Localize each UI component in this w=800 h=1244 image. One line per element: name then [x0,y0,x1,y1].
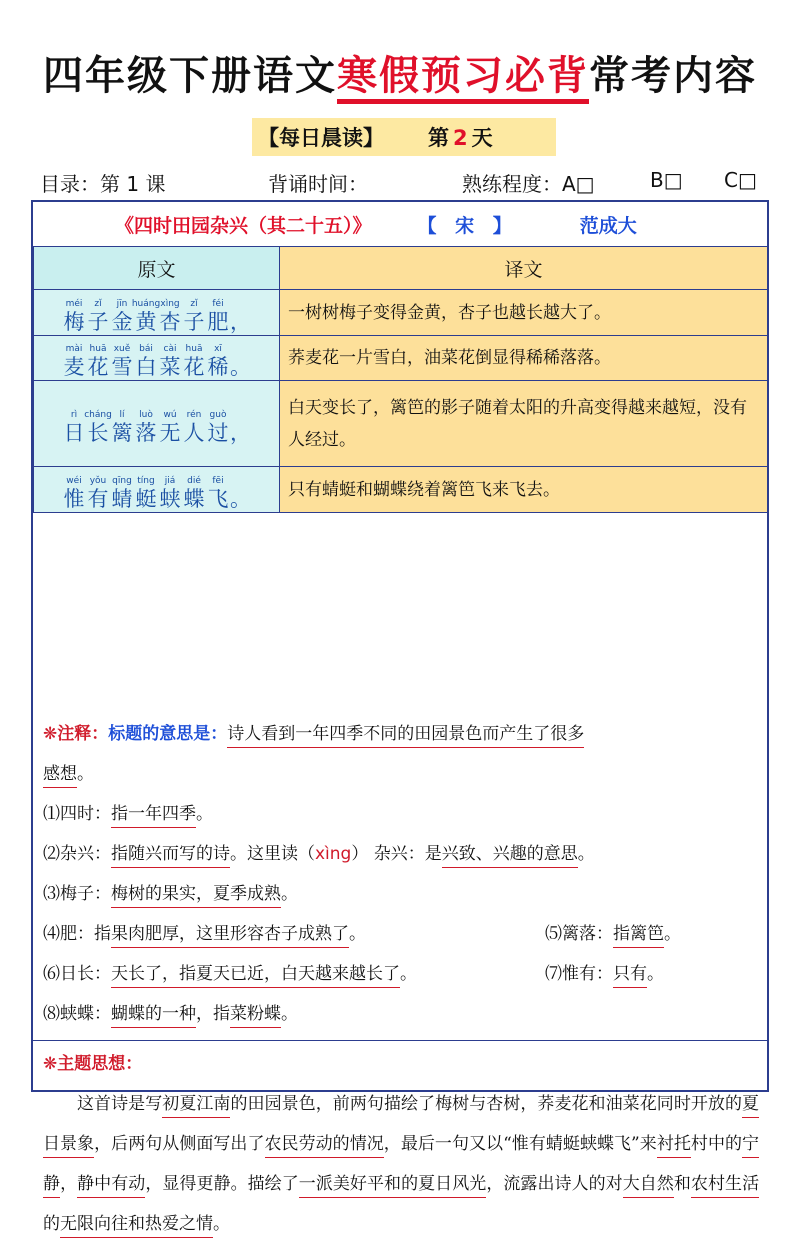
pinyin: méi [65,298,83,309]
pinyin: zǐ [94,298,102,309]
poem-char [206,476,230,512]
proficiency-c: C□ [724,168,757,192]
poem-char [110,344,134,380]
note-term: ⑶梅子： [43,884,111,904]
title-suffix: 常考内容 [589,53,757,99]
note-def: 果肉肥厚，这里形容杏子成熟了 [111,924,349,948]
meta-row [40,168,770,196]
punct: 。 [664,924,681,944]
punct: 。 [647,964,664,984]
theme-keyword: 宁静 [43,1134,759,1198]
poem-char [131,298,161,335]
note-title-row [33,714,767,754]
hanzi: 杏 [159,309,181,334]
pinyin: féi [212,298,224,309]
hanzi: 雪 [111,355,133,379]
day-suffix: 天 [471,126,493,150]
pinyin: cài [163,344,177,354]
pinyin: wéi [66,475,82,486]
hanzi: 花 [183,355,205,379]
pinyin: huā [185,344,203,354]
hanzi: 有 [87,486,109,511]
poem-table [33,246,768,513]
pinyin: huáng [131,298,161,309]
note-def: 指一年四季 [111,804,196,828]
poem-char [158,476,182,512]
proficiency-b: B□ [650,168,683,192]
pinyin: huā [89,344,107,354]
theme-paragraph [43,1084,759,1244]
poem-char [182,410,206,446]
morning-reading-banner [252,118,556,156]
note-term: ⑸篱落： [545,924,613,944]
hanzi: 人 [183,420,205,445]
note-def: 蝴蝶的一种 [111,1004,196,1028]
note-term: ⑹日长： [43,964,111,984]
hanzi: 惟 [63,486,85,511]
theme-text: ，显得更静。描绘了 [145,1174,299,1194]
poem-char [86,476,110,512]
ruby-line [62,476,251,512]
pinyin: wú [163,409,177,420]
poem-header [33,202,767,246]
note-item [33,874,767,914]
note-text: ，指 [196,1004,230,1024]
pinyin: fēi [212,475,224,486]
theme-text: 。 [213,1214,230,1234]
poem-char [206,344,230,380]
poem-dynasty: 【 宋 】 [417,214,518,237]
theme-text: 村中的 [690,1134,743,1154]
hanzi: 篱 [111,420,133,445]
hanzi: 黄 [135,309,157,334]
punct: 。 [281,884,298,904]
hanzi: 过 [207,420,229,445]
punct: 。 [77,764,94,784]
theme-text: 这首诗是写 [77,1094,163,1114]
note-item [545,954,664,994]
pinyin: rì [70,409,78,420]
poem-title: 《四时田园杂兴（其二十五）》 [115,214,372,237]
pinyin: jīn [116,298,128,309]
poem-char [158,299,182,335]
recite-time-label: 背诵时间： [268,172,368,196]
hanzi: 金 [111,309,133,334]
poem-author: 范成大 [579,214,637,237]
title-meaning-text: 诗人看到一年四季不同的田园景色而产生了很多 [227,724,584,748]
hanzi: 长 [87,420,109,445]
note-def: 指篱笆 [613,924,664,948]
poem-char [134,344,158,380]
note-term: ⑴四时： [43,804,111,824]
theme-text: ，最后一句又以“惟有蜻蜓蛱蝶飞”来 [383,1134,657,1154]
hanzi: 子 [87,309,109,334]
ruby-line [62,410,251,446]
note-title-row-cont [33,754,767,794]
punct: 。 [577,844,595,864]
pinyin: cháng [84,409,112,420]
pinyin: mài [65,344,83,354]
poem-char [110,476,134,512]
note-def: 指随兴而写的诗 [111,844,230,868]
pinyin: xuě [113,344,131,354]
day-number: 2 [453,126,468,150]
translation-cell: 白天变长了，篱笆的影子随着太阳的升高变得越来越短，没有人经过。 [280,381,768,467]
poem-row [34,290,768,336]
day-prefix: 第 [428,126,449,150]
page-title [0,48,800,104]
note-def: 梅树的果实，夏季成熟 [111,884,281,908]
note-term: ⑺惟有： [545,964,613,984]
pinyin: bái [139,344,153,354]
hanzi: 花 [87,355,109,379]
note-item [33,914,767,954]
ruby-line [62,344,251,380]
note-term: ⑷肥：指 [43,924,111,944]
pinyin: qīng [112,475,132,486]
note-text: 。这里读（ [230,844,315,864]
ruby-line [62,299,251,335]
theme-keyword: 无限向往和热爱之情 [60,1214,213,1238]
note-def: 菜粉蝶 [230,1004,281,1028]
hanzi: 菜 [159,355,181,379]
poem-char [206,410,230,446]
original-cell [34,381,280,467]
original-cell [34,467,280,513]
punct: 。 [196,804,213,824]
poem-char [62,344,86,380]
title-meaning-text-cont: 感想 [43,764,77,788]
poem-char [110,299,134,335]
poem-char [134,410,158,446]
pinyin: rén [186,409,202,420]
pinyin-reading: xìng [315,844,352,864]
note-text: ） 杂兴：是 [351,844,442,864]
poem-punct: ， [230,420,251,445]
pinyin: xī [214,344,222,354]
punct: 。 [349,924,366,944]
pinyin: yǒu [89,475,107,486]
pinyin: zǐ [190,298,198,309]
original-cell [34,336,280,381]
hanzi: 蜓 [135,486,157,511]
hanzi: 蝶 [183,486,205,511]
poem-punct: ， [230,309,251,334]
day-counter [428,122,493,152]
notes-section [33,714,767,1034]
punct: 。 [400,964,417,984]
poem-char [110,410,134,446]
poem-row [34,336,768,381]
theme-keyword: 农村生活 [691,1174,759,1198]
hanzi: 蜻 [111,486,133,511]
proficiency-a: 熟练程度：A□ [462,172,595,196]
pinyin: lí [119,409,125,420]
pinyin: luò [139,409,153,420]
original-cell [34,290,280,336]
title-highlight: 寒假预习必背 [337,53,589,104]
hanzi: 稀 [207,355,229,379]
note-def: 只有 [613,964,647,988]
poem-char [62,410,86,446]
poem-char [62,299,86,335]
theme-keyword: 初夏江南 [162,1094,230,1118]
poem-char [86,299,110,335]
theme-text: ，后两句从侧面写出了 [94,1134,265,1154]
hanzi: 飞 [207,486,229,511]
poem-row [34,381,768,467]
hanzi: 肥 [207,309,229,334]
poem-punct: 。 [230,486,251,511]
note-item [33,794,767,834]
note-def: 天长了，指夏天已近，白天越来越长了 [111,964,400,988]
note-term: ⑻蛱蝶： [43,1004,111,1024]
note-item [33,994,767,1034]
theme-keyword: 衬托 [657,1134,691,1158]
theme-keyword: 静中有动 [77,1174,145,1198]
theme-text: ， [60,1174,78,1194]
title-prefix: 四年级下册语文 [43,53,337,99]
theme-keyword: 一派美好平和的夏日风光 [299,1174,487,1198]
hanzi: 麦 [63,355,85,379]
pinyin: guò [209,409,227,420]
hanzi: 白 [135,355,157,379]
theme-label: ❋主题思想： [43,1054,143,1074]
translation-column-header: 译文 [280,247,768,290]
poem-char [134,476,158,512]
poem-char [182,476,206,512]
poem-char [158,410,182,446]
note-term: ⑵杂兴： [43,844,111,864]
translation-cell: 只有蜻蜓和蝴蝶绕着篱笆飞来飞去。 [280,467,768,513]
note-item [33,834,767,874]
hanzi: 蛱 [159,486,181,511]
notes-label: ❋注释： [43,724,109,744]
theme-text: 和 [673,1174,691,1194]
hanzi: 无 [159,420,181,445]
morning-label: 【每日晨读】 [258,126,384,150]
poem-char [86,410,110,446]
poem-char [62,476,86,512]
poem-char [86,344,110,380]
poem-row [34,467,768,513]
pinyin: jiá [164,475,176,486]
pinyin: dié [187,475,201,486]
hanzi: 日 [63,420,85,445]
content-frame [31,200,769,1234]
translation-cell: 荞麦花一片雪白，油菜花倒显得稀稀落落。 [280,336,768,381]
poem-char [182,344,206,380]
pinyin: tíng [137,475,155,486]
poem-punct: 。 [230,355,251,379]
poem-char [182,299,206,335]
poem-char [206,299,230,335]
section-divider [33,1040,767,1041]
original-column-header: 原文 [34,247,280,290]
punct: 。 [281,1004,298,1024]
poem-char [158,344,182,380]
pinyin: xìng [160,298,180,309]
theme-keyword: 大自然 [623,1174,674,1198]
theme-text: 的田园景色，前两句描绘了梅树与杏树，荞麦花和油菜花同时开放的 [230,1094,743,1114]
hanzi: 落 [135,420,157,445]
note-item [545,914,681,954]
translation-cell: 一树树梅子变得金黄，杏子也越长越大了。 [280,290,768,336]
hanzi: 子 [183,309,205,334]
theme-text: 的 [43,1214,60,1234]
theme-keyword: 夏日景象 [43,1094,759,1158]
title-meaning-label: 标题的意思是： [108,724,228,744]
theme-text: ，流露出诗人的对 [486,1174,623,1194]
hanzi: 梅 [63,309,85,334]
note-item [33,954,767,994]
theme-keyword: 农民劳动的情况 [265,1134,384,1158]
catalog-label: 目录：第 1 课 [40,172,166,196]
note-def: 兴致、兴趣的意思 [442,844,578,868]
theme-section [43,1044,759,1244]
